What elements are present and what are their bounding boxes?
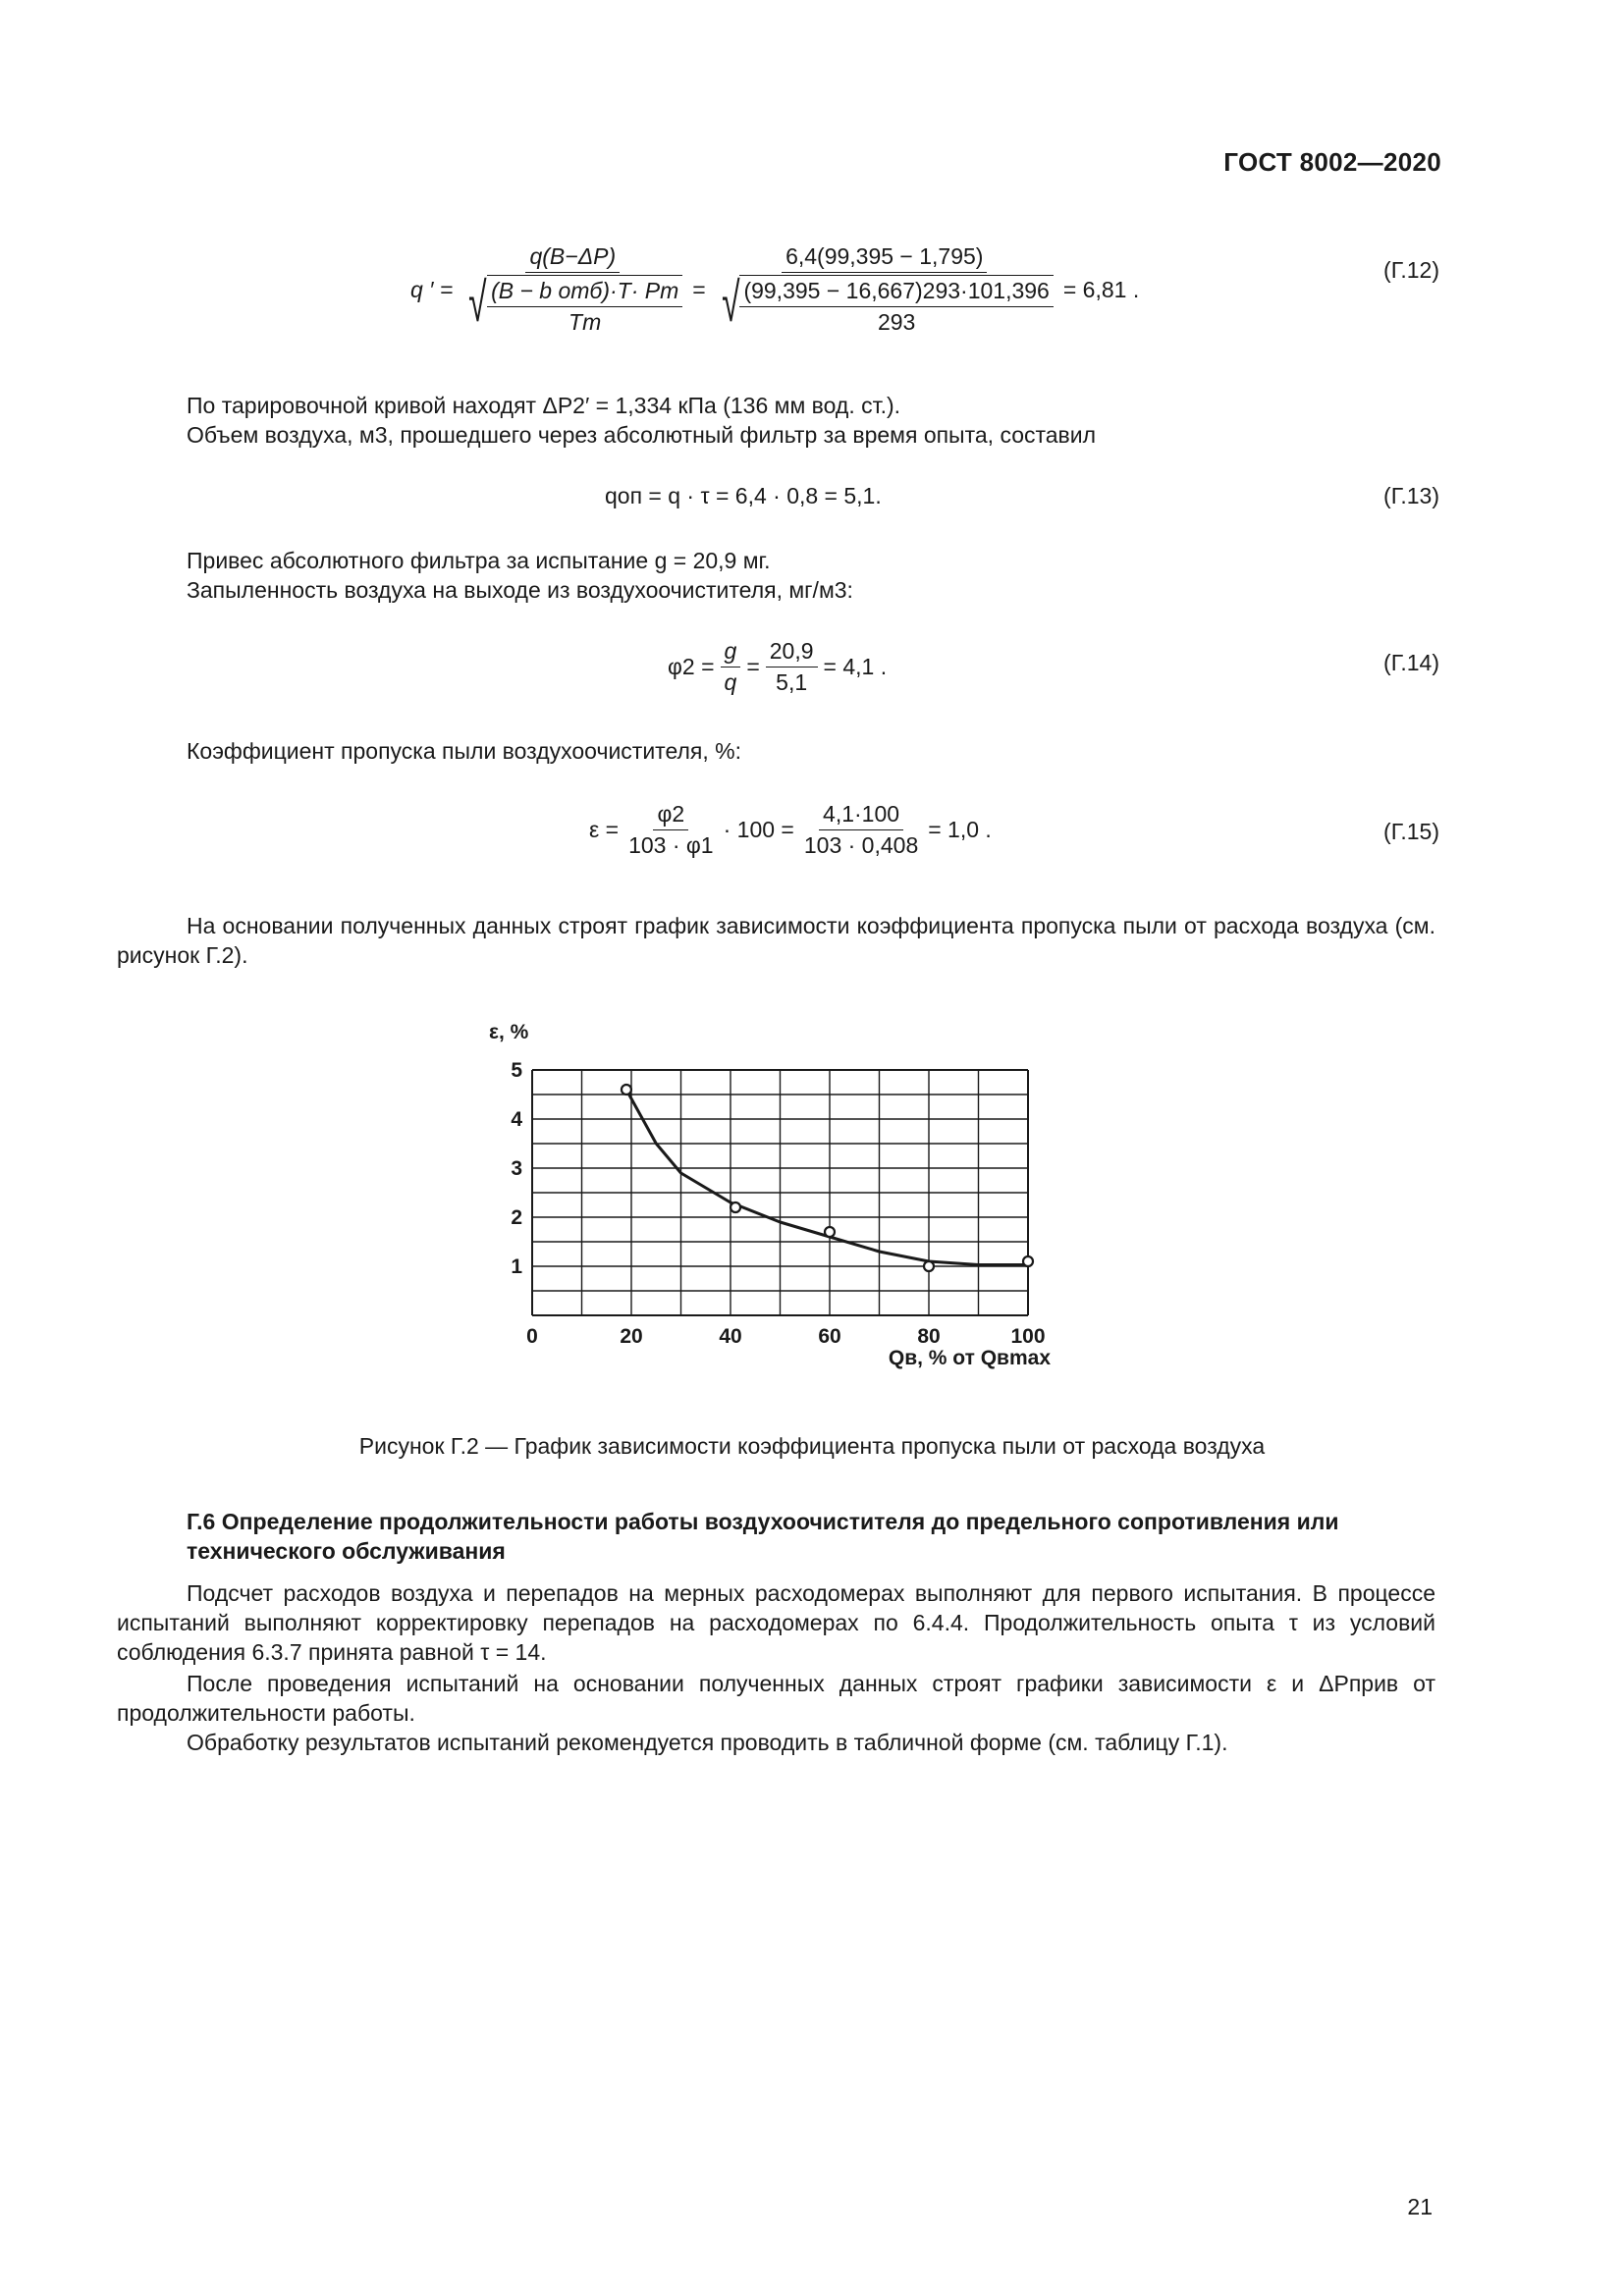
eq-g12-result: = 6,81 . xyxy=(1062,276,1140,302)
text-filter-gain: Привес абсолютного фильтра за испытание g = 20,9 мг. xyxy=(187,548,771,573)
x-tick-label: 100 xyxy=(1010,1325,1046,1348)
text-dust-coefficient: Коэффициент пропуска пыли воздухоочистителя, %: xyxy=(187,738,741,764)
radical-icon: √ xyxy=(721,271,740,333)
equation-g14 xyxy=(668,638,887,696)
eq-g14-den1: q xyxy=(724,669,737,695)
x-tick-label: 60 xyxy=(818,1325,841,1348)
eq-g12-den1-bottom: Tт xyxy=(568,309,602,335)
eq-g15-frac1 xyxy=(624,801,718,859)
eq-g12-den1-frac xyxy=(487,275,682,336)
eq-g15-num2: 4,1·100 xyxy=(819,801,903,830)
eq-g15-frac2 xyxy=(800,801,922,859)
x-tick-label: 80 xyxy=(917,1325,941,1348)
eq-g14-num2: 20,9 xyxy=(766,638,818,667)
eq-g12-lhs: q ′ = xyxy=(410,276,454,302)
text-tare-curve: По тарировочной кривой находят ΔP2′ = 1,334 кПа (136 мм вод. ст.). xyxy=(187,393,901,418)
eq-g14-result: = 4,1 . xyxy=(823,654,888,679)
eq-g12-frac2 xyxy=(712,243,1057,336)
eq-g15-number: (Г.15) xyxy=(1383,819,1439,844)
eq-g14-number: (Г.14) xyxy=(1383,650,1439,675)
eq-g15-mid: · 100 = xyxy=(723,817,794,842)
equals-sign: = xyxy=(746,654,760,679)
chart-marks xyxy=(511,1059,1045,1348)
eq-g13-number: (Г.13) xyxy=(1383,483,1439,508)
eq-g12-den2 xyxy=(712,273,1057,336)
figure-caption: Рисунок Г.2 — График зависимости коэффициента пропуска пыли от расхода воздуха xyxy=(358,1433,1266,1459)
text-chart-intro: На основании полученных данных строят график зависимости коэффициента пропуска пыли от расхода воздуха (см. рисунок Г.2). xyxy=(117,913,1435,968)
eq-g14-lhs: φ2 = xyxy=(668,654,715,679)
eq-g14-frac1 xyxy=(721,638,741,696)
equation-g13: qоп = q · τ = 6,4 · 0,8 = 5,1. xyxy=(605,483,882,508)
eq-g12-sqrt1 xyxy=(462,271,682,336)
document-header: ГОСТ 8002—2020 xyxy=(1223,147,1441,177)
eq-g12-sqrt2 xyxy=(716,271,1054,336)
eq-g12-num1: q(B−ΔP) xyxy=(525,243,620,273)
data-point xyxy=(924,1261,934,1271)
x-tick-label: 0 xyxy=(526,1325,538,1348)
eq-g12-frac1 xyxy=(459,243,686,336)
text-dust-content: Запыленность воздуха на выходе из воздухоочистителя, мг/м3: xyxy=(187,577,853,603)
eq-g15-den2: 103 · 0,408 xyxy=(803,832,919,858)
paragraph-graphs: После проведения испытаний на основании полученных данных строят графики зависимости ε и ΔPприв от продолжительности работы. xyxy=(117,1671,1435,1726)
eq-g14-num1: g xyxy=(721,638,741,667)
y-tick-label: 5 xyxy=(511,1059,522,1082)
y-tick-label: 1 xyxy=(511,1255,522,1278)
radical-icon: √ xyxy=(468,271,487,333)
eq-g12-den1-top: (B − b отб)·T· Pт xyxy=(487,278,682,307)
y-tick-label: 3 xyxy=(511,1157,522,1180)
eq-g12-den2-top: (99,395 − 16,667)293·101,396 xyxy=(739,278,1053,307)
paragraph-flow-calc: Подсчет расходов воздуха и перепадов на мерных расходомерах выполняют для первого испытания. В процессе испытаний выполняют корректировку перепадов на расходомерах по 6.4.4. Продолжительность опыта τ из условий соблюдения 6.3.7 принята равной τ = 14. xyxy=(117,1580,1435,1665)
eq-g14-frac2 xyxy=(766,638,818,696)
chart-ylabel: ε, % xyxy=(489,1021,529,1043)
eq-g12-den1 xyxy=(459,273,686,336)
eq-g15-num1: φ2 xyxy=(653,801,688,830)
eq-g14-den2: 5,1 xyxy=(776,669,808,695)
eq-g15-den1: 103 · φ1 xyxy=(628,832,714,858)
y-tick-label: 4 xyxy=(511,1108,522,1131)
equation-g15 xyxy=(589,801,992,859)
fit-curve xyxy=(626,1090,1028,1265)
text-air-volume: Объем воздуха, м3, прошедшего через абсолютный фильтр за время опыта, составил xyxy=(187,422,1097,448)
eq-g15-lhs: ε = xyxy=(589,817,620,842)
data-point xyxy=(1023,1256,1033,1266)
data-point xyxy=(731,1202,740,1212)
equation-g12 xyxy=(410,243,1139,336)
chart-grid xyxy=(532,1070,1028,1315)
paragraph-table-form: Обработку результатов испытаний рекомендуется проводить в табличной форме (см. таблицу Г.1). xyxy=(187,1730,1228,1755)
page-number: 21 xyxy=(1407,2194,1433,2219)
eq-g12-number: (Г.12) xyxy=(1383,257,1439,283)
data-point xyxy=(825,1227,835,1237)
eq-g12-den2-bottom: 293 xyxy=(877,309,916,335)
eq-g12-den2-frac xyxy=(739,275,1053,336)
x-tick-label: 40 xyxy=(719,1325,742,1348)
equals-sign: = xyxy=(692,276,706,302)
section-title: Г.6 Определение продолжительности работы воздухоочистителя до предельного сопротивления или технического обслуживания xyxy=(187,1509,1339,1564)
data-point xyxy=(622,1085,631,1095)
chart-xlabel: Qв, % от Qвmax xyxy=(888,1347,1051,1369)
eq-g15-result: = 1,0 . xyxy=(928,817,992,842)
dust-coefficient-chart xyxy=(461,1011,1070,1384)
eq-g12-num2: 6,4(99,395 − 1,795) xyxy=(782,243,987,273)
x-tick-label: 20 xyxy=(620,1325,643,1348)
y-tick-label: 2 xyxy=(511,1206,522,1229)
